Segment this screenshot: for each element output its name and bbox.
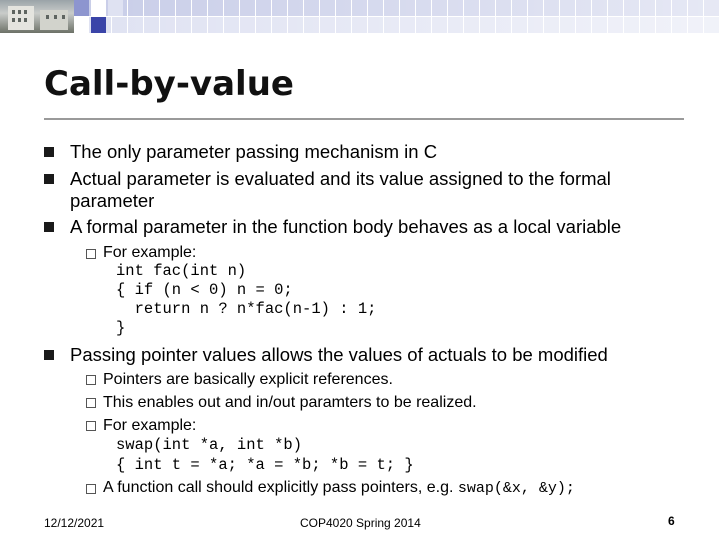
window-shape [18,10,21,14]
window-shape [12,18,15,22]
sub-bullet-text [103,478,575,499]
code-line: } [116,319,126,337]
hollow-square-icon [86,375,96,385]
code-line: return n ? n*fac(n-1) : 1; [116,300,377,318]
bullet-text-continued: parameter [70,190,155,211]
footer-date: 12/12/2021 [44,516,105,530]
window-shape [46,15,49,19]
hollow-square-icon [86,398,96,408]
filled-square-icon [44,174,54,184]
window-shape [24,10,27,14]
accent-square [91,0,106,16]
accent-square [74,0,89,16]
bullet-text: Passing pointer values allows the values of actuals to be modified [70,344,608,365]
window-shape [18,18,21,22]
code-line: swap(int *a, int *b) [116,436,303,454]
hollow-square-icon [86,421,96,431]
page-number: 6 [668,514,675,528]
hollow-square-icon [86,249,96,259]
code-line: int fac(int n) [116,262,247,280]
accent-square [91,17,106,33]
slide-title: Call-by-value [44,64,294,104]
filled-square-icon [44,350,54,360]
window-shape [24,18,27,22]
footer-course: COP4020 Spring 2014 [300,516,421,530]
hollow-square-icon [86,484,96,494]
header-photo [0,0,74,33]
window-shape [54,15,57,19]
filled-square-icon [44,222,54,232]
header-band-fade [74,0,720,33]
sub-bullet-text-part: A function call should explicitly pass pointers, e.g. [103,479,454,496]
bullet-text: A formal parameter in the function body behaves as a local variable [70,216,622,237]
code-line: { int t = *a; *a = *b; *b = t; } [116,456,414,474]
window-shape [62,15,65,19]
filled-square-icon [44,147,54,157]
accent-square [74,17,89,33]
sub-bullet-text: For example: [103,244,197,261]
building-shape [40,10,68,30]
bullet-text: The only parameter passing mechanism in C [70,141,438,162]
window-shape [12,10,15,14]
sub-bullet-text: This enables out and in/out paramters to be realized. [103,394,477,411]
inline-code: swap(&x, &y); [457,480,575,497]
bullet-text: Actual parameter is evaluated and its value assigned to the formal [70,168,611,189]
code-line: { if (n < 0) n = 0; [116,281,293,299]
title-rule [44,118,684,120]
sub-bullet-text: For example: [103,417,197,434]
accent-square [108,0,123,16]
sub-bullet-text: Pointers are basically explicit references. [103,371,393,388]
